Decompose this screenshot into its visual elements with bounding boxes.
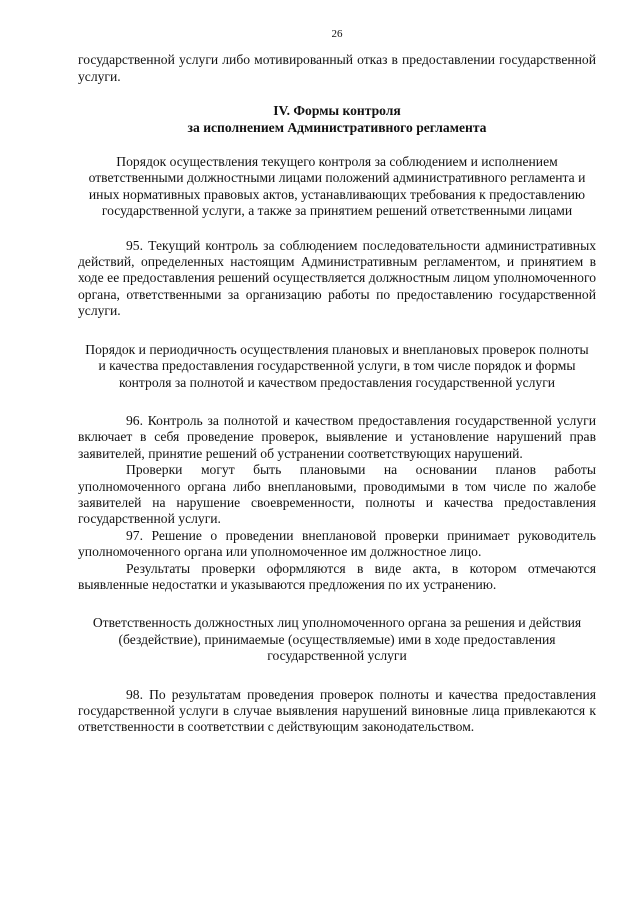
paragraph-96: 96. Контроль за полнотой и качеством предоставления государственной услуги включает в себя проведение проверок, выявление и установление нарушений прав заявителей, принятие решений об устранении соответствующих нарушений. [78, 412, 596, 461]
paragraph-95: 95. Текущий контроль за соблюдением последовательности административных действий, определенных настоящим Административным регламентом, и принятием в ходе ее предоставления решений осуществляется должностным лицом уполномоченного органа, ответственными за организацию работы по предоставлению государственной услуги. [78, 237, 596, 319]
paragraph-97: 97. Решение о проведении внеплановой проверки принимает руководитель уполномоченного органа или уполномоченное им должностное лицо. [78, 527, 596, 560]
subsection-3-title: Ответственность должностных лиц уполномоченного органа за решения и действия (бездействие), принимаемые (осуществляемые) ими в ходе предоставления государственной услуги [92, 615, 582, 664]
paragraph-97-results: Результаты проверки оформляются в виде акта, в котором отмечаются выявленные недостатки и указываются предложения по их устранению. [78, 560, 596, 592]
intro-paragraph: государственной услуги либо мотивированный отказ в предоставлении государственной услуги. [78, 52, 596, 84]
paragraph-98: 98. По результатам проведения проверок полноты и качества предоставления государственной услуги в случае выявления нарушений виновные лица привлекаются к ответственности в соответствии с действующим законодательством. [78, 686, 596, 735]
section-title-line2: за исполнением Административного регламента [187, 119, 487, 135]
section-title-line1: IV. Формы контроля [273, 103, 401, 119]
subsection-2-title: Порядок и периодичность осуществления плановых и внеплановых проверок полноты и качества предоставления государственной услуги, в том числе порядок и формы контроля за полнотой и качеством предоставления государственной услуги [85, 341, 589, 390]
page-number: 26 [331, 28, 343, 40]
subsection-1-title: Порядок осуществления текущего контроля за соблюдением и исполнением ответственными должностными лицами положений административного регламента и иных нормативных правовых актов, устанавливающих требования к предоставлению государственной услуги, а также за принятием решений ответственными лицами [88, 154, 586, 219]
paragraph-96-inspections: Проверки могут быть плановыми на основании планов работы уполномоченного органа либо внеплановыми, проводимыми в том числе по жалобе заявителей на нарушение своевременности, полноты и качества предоставления государственной услуги. [78, 462, 596, 527]
document-page [78, 26, 596, 736]
